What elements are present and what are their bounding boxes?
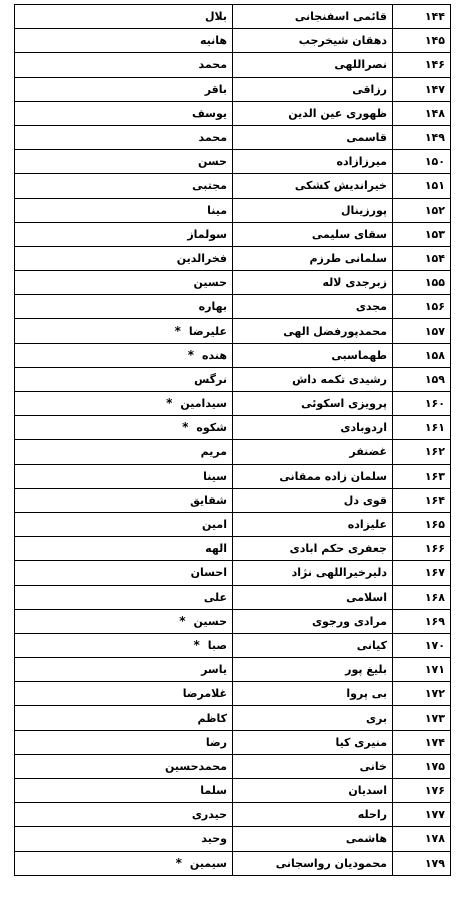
first-name-text: سینا [203, 469, 227, 483]
roster-body [15, 5, 451, 876]
first-name-text: کاظم [197, 711, 227, 725]
last-name-cell: ظهوری عین الدین [233, 101, 393, 125]
roster-table [14, 4, 451, 876]
first-name-text: علیرضا [188, 324, 227, 338]
row-number-cell: ۱۶۵ [393, 512, 451, 536]
last-name-cell: اردوبادی [233, 416, 393, 440]
first-name-cell [15, 367, 233, 391]
last-name-cell: قائمی اسفنجانی [233, 5, 393, 29]
row-number-cell: ۱۵۷ [393, 319, 451, 343]
row-number-cell: ۱۷۲ [393, 682, 451, 706]
first-name-text: علی [203, 590, 227, 604]
table-row [15, 537, 451, 561]
last-name-cell: بری [233, 706, 393, 730]
last-name-cell: قاسمی [233, 125, 393, 149]
first-name-cell [15, 150, 233, 174]
first-name-cell [15, 53, 233, 77]
table-row [15, 464, 451, 488]
table-row [15, 754, 451, 778]
last-name-cell: خیراندیش کشکی [233, 174, 393, 198]
first-name-text: سولماز [187, 227, 227, 241]
row-number-cell: ۱۴۵ [393, 29, 451, 53]
table-row [15, 779, 451, 803]
table-row [15, 851, 451, 875]
row-number-cell: ۱۶۳ [393, 464, 451, 488]
first-name-cell [15, 125, 233, 149]
first-name-text: احسان [190, 566, 227, 580]
first-name-cell [15, 779, 233, 803]
last-name-cell: محمدپورفضل الهی [233, 319, 393, 343]
table-row [15, 440, 451, 464]
first-name-cell [15, 343, 233, 367]
last-name-cell: دلیرخیراللهی نژاد [233, 561, 393, 585]
last-name-cell: سلمانی طرزم [233, 246, 393, 270]
asterisk-mark: * [174, 323, 181, 338]
first-name-cell [15, 416, 233, 440]
first-name-cell [15, 658, 233, 682]
table-row [15, 827, 451, 851]
table-row [15, 706, 451, 730]
table-row [15, 609, 451, 633]
first-name-text: حسن [197, 155, 227, 169]
first-name-cell [15, 803, 233, 827]
table-row [15, 561, 451, 585]
table-row [15, 730, 451, 754]
last-name-cell: اسدیان [233, 779, 393, 803]
first-name-text: بهاره [198, 300, 227, 314]
first-name-text: یوسف [192, 106, 227, 120]
first-name-cell [15, 77, 233, 101]
first-name-text: محمد [198, 58, 227, 72]
first-name-cell [15, 464, 233, 488]
table-row [15, 77, 451, 101]
last-name-cell: قوی دل [233, 488, 393, 512]
row-number-cell: ۱۴۴ [393, 5, 451, 29]
last-name-cell: زبرجدی لاله [233, 271, 393, 295]
first-name-text: بلال [204, 10, 227, 24]
first-name-cell [15, 319, 233, 343]
first-name-text: الهه [205, 542, 227, 556]
last-name-cell: میرزازاده [233, 150, 393, 174]
last-name-cell: اسلامی [233, 585, 393, 609]
table-row [15, 803, 451, 827]
row-number-cell: ۱۷۱ [393, 658, 451, 682]
row-number-cell: ۱۵۹ [393, 367, 451, 391]
first-name-cell [15, 271, 233, 295]
table-row [15, 585, 451, 609]
first-name-text: حسین [193, 614, 227, 628]
row-number-cell: ۱۵۶ [393, 295, 451, 319]
row-number-cell: ۱۶۰ [393, 392, 451, 416]
table-row [15, 392, 451, 416]
first-name-cell [15, 561, 233, 585]
last-name-cell: محمودیان رواسجانی [233, 851, 393, 875]
first-name-cell [15, 730, 233, 754]
first-name-text: غلامرضا [182, 687, 227, 701]
first-name-cell [15, 5, 233, 29]
asterisk-mark: * [187, 347, 195, 362]
last-name-cell: رشیدی تکمه داش [233, 367, 393, 391]
first-name-cell [15, 754, 233, 778]
row-number-cell: ۱۶۷ [393, 561, 451, 585]
row-number-cell: ۱۵۳ [393, 222, 451, 246]
first-name-text: یاسر [201, 663, 227, 677]
row-number-cell: ۱۷۳ [393, 706, 451, 730]
first-name-text: هنده [202, 348, 227, 362]
first-name-text: محمد [198, 131, 227, 145]
last-name-cell: مجدی [233, 295, 393, 319]
table-row [15, 271, 451, 295]
first-name-cell [15, 633, 233, 657]
row-number-cell: ۱۶۸ [393, 585, 451, 609]
last-name-cell: طهماسبی [233, 343, 393, 367]
asterisk-mark: * [179, 613, 186, 628]
row-number-cell: ۱۵۰ [393, 150, 451, 174]
first-name-text: شقایق [190, 493, 227, 507]
table-row [15, 295, 451, 319]
first-name-cell [15, 537, 233, 561]
last-name-cell: راحله [233, 803, 393, 827]
first-name-cell [15, 174, 233, 198]
last-name-cell: پرویزی اسکوئی [233, 392, 393, 416]
first-name-text: مینا [207, 203, 227, 217]
table-row [15, 633, 451, 657]
first-name-text: سیدامین [180, 397, 227, 411]
first-name-text: محمدحسین [165, 759, 227, 773]
table-row [15, 150, 451, 174]
first-name-text: وحید [201, 832, 227, 846]
first-name-text: امین [202, 518, 227, 532]
row-number-cell: ۱۵۴ [393, 246, 451, 270]
first-name-cell [15, 101, 233, 125]
asterisk-mark: * [166, 396, 173, 411]
table-row [15, 367, 451, 391]
last-name-cell: نصراللهی [233, 53, 393, 77]
table-row [15, 53, 451, 77]
first-name-cell [15, 706, 233, 730]
asterisk-mark: * [175, 855, 182, 870]
table-row [15, 319, 451, 343]
row-number-cell: ۱۶۹ [393, 609, 451, 633]
table-row [15, 416, 451, 440]
last-name-cell: رزاقی [233, 77, 393, 101]
first-name-text: رضا [205, 735, 227, 749]
last-name-cell: خانی [233, 754, 393, 778]
row-number-cell: ۱۴۶ [393, 53, 451, 77]
first-name-cell [15, 198, 233, 222]
row-number-cell: ۱۴۷ [393, 77, 451, 101]
row-number-cell: ۱۵۸ [393, 343, 451, 367]
asterisk-mark: * [193, 637, 200, 652]
last-name-cell: بی پروا [233, 682, 393, 706]
first-name-cell [15, 440, 233, 464]
last-name-cell: سقای سلیمی [233, 222, 393, 246]
table-row [15, 658, 451, 682]
first-name-cell [15, 851, 233, 875]
row-number-cell: ۱۴۸ [393, 101, 451, 125]
first-name-cell [15, 488, 233, 512]
last-name-cell: منیری کیا [233, 730, 393, 754]
row-number-cell: ۱۶۴ [393, 488, 451, 512]
first-name-text: نرگس [194, 372, 227, 386]
row-number-cell: ۱۷۹ [393, 851, 451, 875]
first-name-text: سلما [200, 784, 227, 798]
first-name-text: مجتبی [192, 179, 227, 193]
first-name-text: هانیه [199, 34, 227, 48]
row-number-cell: ۱۷۸ [393, 827, 451, 851]
first-name-text: باقر [204, 82, 227, 96]
first-name-text: حسین [193, 276, 227, 290]
first-name-cell [15, 682, 233, 706]
table-row [15, 682, 451, 706]
first-name-cell [15, 827, 233, 851]
table-row [15, 174, 451, 198]
first-name-text: مریم [200, 445, 227, 459]
table-row [15, 512, 451, 536]
last-name-cell: سلمان زاده ممقانی [233, 464, 393, 488]
first-name-cell [15, 609, 233, 633]
table-row [15, 246, 451, 270]
row-number-cell: ۱۵۱ [393, 174, 451, 198]
row-number-cell: ۱۴۹ [393, 125, 451, 149]
table-row [15, 488, 451, 512]
first-name-cell [15, 585, 233, 609]
asterisk-mark: * [182, 420, 189, 435]
first-name-cell [15, 392, 233, 416]
table-row [15, 125, 451, 149]
last-name-cell: هاشمی [233, 827, 393, 851]
last-name-cell: غضنفر [233, 440, 393, 464]
row-number-cell: ۱۷۶ [393, 779, 451, 803]
last-name-cell: کیانی [233, 633, 393, 657]
first-name-cell [15, 295, 233, 319]
row-number-cell: ۱۶۲ [393, 440, 451, 464]
last-name-cell: مرادی ورجوی [233, 609, 393, 633]
row-number-cell: ۱۷۴ [393, 730, 451, 754]
row-number-cell: ۱۵۵ [393, 271, 451, 295]
table-row [15, 343, 451, 367]
first-name-cell [15, 512, 233, 536]
last-name-cell: جعفری حکم ابادی [233, 537, 393, 561]
last-name-cell: پورزینال [233, 198, 393, 222]
first-name-cell [15, 222, 233, 246]
last-name-cell: دهقان شیخرجب [233, 29, 393, 53]
table-row [15, 29, 451, 53]
row-number-cell: ۱۷۵ [393, 754, 451, 778]
first-name-text: حیدری [191, 808, 227, 822]
row-number-cell: ۱۷۷ [393, 803, 451, 827]
row-number-cell: ۱۶۱ [393, 416, 451, 440]
last-name-cell: علیزاده [233, 512, 393, 536]
row-number-cell: ۱۷۰ [393, 633, 451, 657]
row-number-cell: ۱۵۲ [393, 198, 451, 222]
first-name-cell [15, 246, 233, 270]
first-name-text: فخرالدین [176, 251, 227, 265]
table-row [15, 222, 451, 246]
table-row [15, 198, 451, 222]
table-row [15, 101, 451, 125]
first-name-text: صبا [207, 638, 227, 652]
first-name-text: سیمین [189, 856, 227, 870]
first-name-text: شکوه [196, 421, 227, 435]
first-name-cell [15, 29, 233, 53]
row-number-cell: ۱۶۶ [393, 537, 451, 561]
last-name-cell: بلیغ پور [233, 658, 393, 682]
table-row [15, 5, 451, 29]
